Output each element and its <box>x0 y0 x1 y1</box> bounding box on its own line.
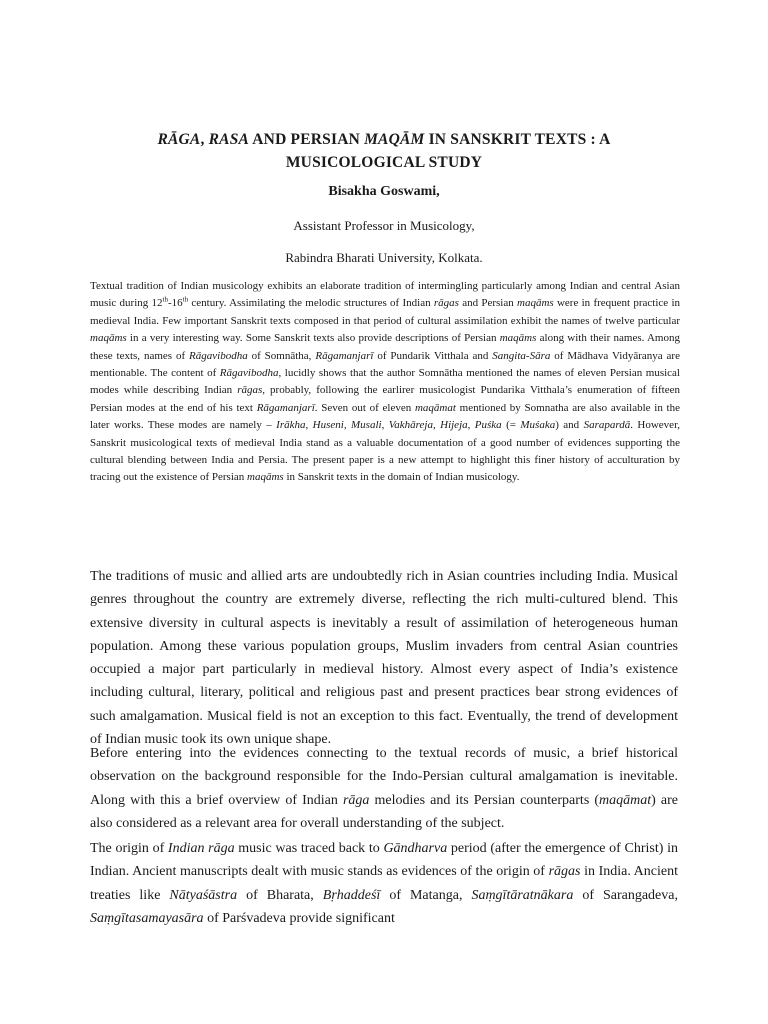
paper-title: RĀGA, RASA AND PERSIAN MAQĀM IN SANSKRIT TEXTS : A MUSICOLOGICAL STUDY <box>157 131 611 171</box>
title-maqam: MAQĀM <box>364 131 425 148</box>
body-paragraph-2: Before entering into the evidences connecting to the textual records of music, a brief historical observation on the background responsible for the Indo-Persian cultural amalgamation is inevitable. Along with this a brief overview of Indian rāga melodies and its Persian counterparts (maqāmat) are also considered as a relevant area for overall understanding of the subject. <box>90 746 678 831</box>
body-paragraph-1: The traditions of music and allied arts are undoubtedly rich in Asian countries including India. Musical genres throughout the country are extremely diverse, reflecting the rich multi-cultured blend. This extensive diversity in cultural aspects is inevitably a result of assimilation of heterogeneous human population. Among these various population groups, Muslim invaders from central Asian countries occupied a major part particularly in medieval history. Almost every aspect of India’s existence including cultural, literary, political and religious past and present practices bear strong evidences of such amalgamation. Musical field is not an exception to this fact. Eventually, the trend of development of Indian music took its own unique shape. <box>90 569 678 748</box>
title-rasa: RASA <box>208 131 250 148</box>
body-paragraph-3: The origin of Indian rāga music was traced back to Gāndharva period (after the emergence of Christ) in Indian. Ancient manuscripts dealt with music stands as evidences of the origin of rāgas in India. Ancient treaties like Nātyaśāstra of Bharata, Bṛhaddeśī of Matanga, Saṃgītāratnākara of Sarangadeva, Saṃgītasamayasāra of Parśvadeva provide significant <box>90 841 678 926</box>
abstract-paragraph: Textual tradition of Indian musicology exhibits an elaborate tradition of intermingling particularly among Indian and central Asian music during 12th-16th century. Assimilating the melodic structures of Indian rāgas and Persian maqāms were in frequent practice in medieval India. Few important Sanskrit texts composed in that period of cultural assimilation exhibit the names of twelve particular maqāms in a very interesting way. Some Sanskrit texts also provide descriptions of Persian maqāms along with their names. Among these texts, names of Rāgavibodha of Somnātha, Rāgamanjarī of Pundarik Vitthala and Sangita-Sāra of Mādhava Vidyāranya are mentionable. The content of Rāgavibodha, lucidly shows that the author Somnātha mentioned the names of eleven Persian musical modes while describing Indian rāgas, probably, following the earlirer musicologist Pundarika Vitthala’s enumeration of fifteen Persian modes at the end of his text Rāgamanjarī. Seven out of eleven maqāmat mentioned by Somnatha are also available in the later works. These modes are namely – Irākha, Huseni, Musali, Vakhāreja, Hijeja, Puśka (= Muśaka) and Sarapardā. However, Sanskrit musicological texts of medieval India stand as a valuable documentation of a good number of evidences supporting the cultural blending between India and Persia. The present paper is a new attempt to highlight this finer history of acculturation by tracing out the existence of Persian maqāms in Sanskrit texts in the domain of Indian musicology. <box>90 280 681 484</box>
author-name: Bisakha Goswami, <box>328 184 440 199</box>
author-position: Assistant Professor in Musicology, <box>293 218 475 233</box>
title-raga: RĀGA <box>157 131 201 148</box>
author-institution: Rabindra Bharati University, Kolkata. <box>285 250 483 265</box>
